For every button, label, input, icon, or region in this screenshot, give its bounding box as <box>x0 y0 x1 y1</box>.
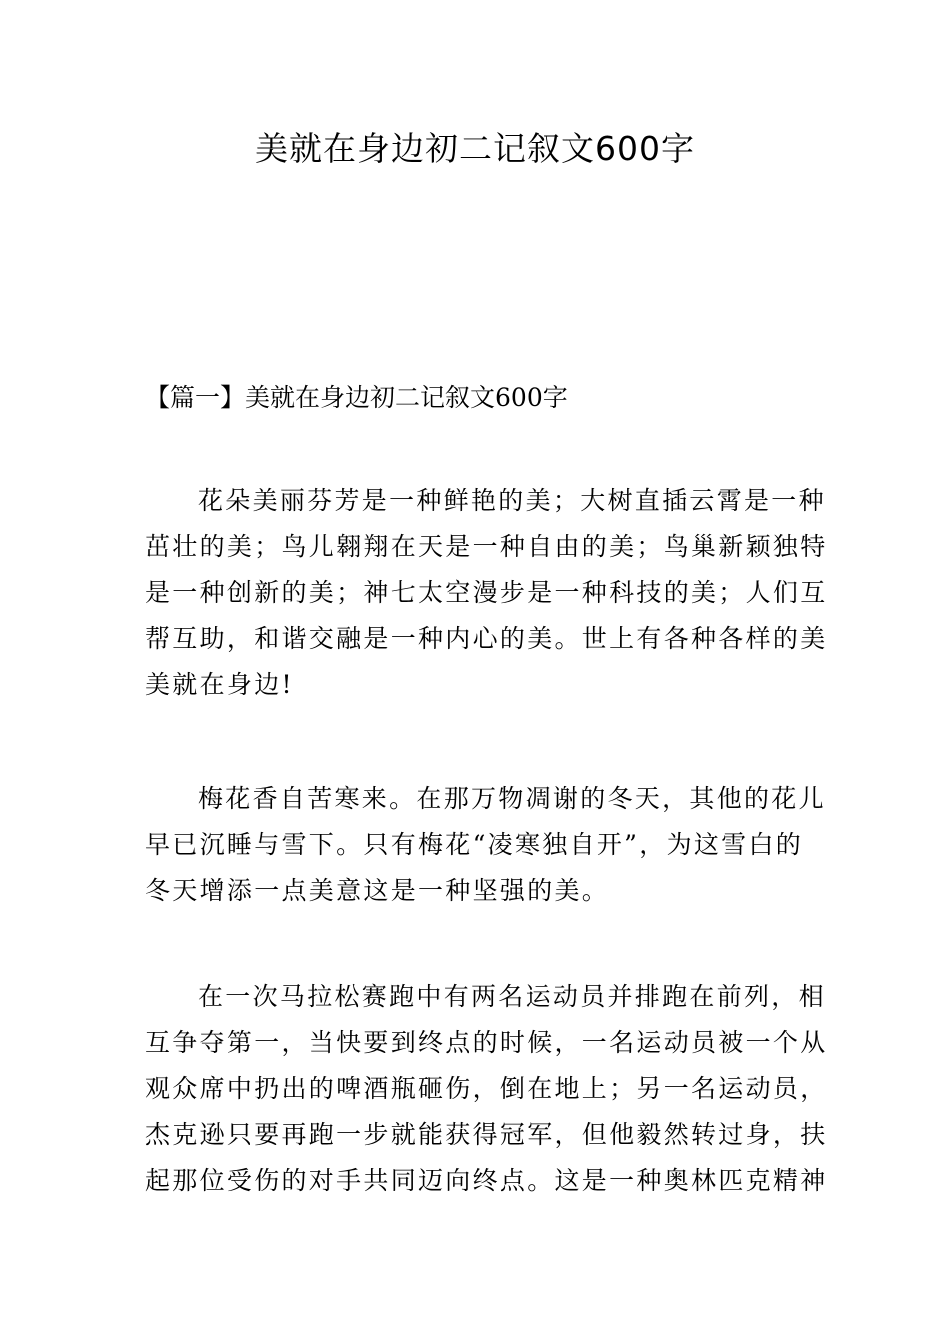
document-title: 美就在身边初二记叙文600字 <box>255 129 695 168</box>
paragraph-line: 观众席中扔出的啤酒瓶砸伤，倒在地上；另一名运动员， <box>145 1074 828 1103</box>
paragraph-line: 花朵美丽芬芳是一种鲜艳的美；大树直插云霄是一种 <box>198 486 826 515</box>
paragraph-line: 互争夺第一，当快要到终点的时候，一名运动员被一个从 <box>145 1028 828 1057</box>
paragraph-line: 早已沉睡与雪下。只有梅花“凌寒独自开”，为这雪白的 <box>145 830 804 859</box>
paragraph-line: 帮互助，和谐交融是一种内心的美。世上有各种各样的美 <box>145 624 828 653</box>
paragraph-line: 是一种创新的美；神七太空漫步是一种科技的美；人们互 <box>145 578 828 607</box>
paragraph-line: 起那位受伤的对手共同迈向终点。这是一种奥林匹克精神 <box>145 1166 828 1195</box>
paragraph-1 <box>145 478 828 708</box>
paragraph-line: 杰克逊只要再跑一步就能获得冠军，但他毅然转过身，扶 <box>145 1120 828 1149</box>
paragraph-2 <box>145 776 826 914</box>
paragraph-line: 在一次马拉松赛跑中有两名运动员并排跑在前列，相 <box>198 982 826 1011</box>
paragraph-3 <box>145 974 828 1204</box>
paragraph-line: 冬天增添一点美意这是一种坚强的美。 <box>145 876 610 905</box>
paragraph-line: 梅花香自苦寒来。在那万物凋谢的冬天，其他的花儿 <box>198 784 826 813</box>
paragraph-line: 茁壮的美；鸟儿翱翔在天是一种自由的美；鸟巢新颖独特 <box>145 532 828 561</box>
section-heading: 【篇一】美就在身边初二记叙文600字 <box>145 383 568 412</box>
paragraph-line: 美就在身边! <box>145 670 294 699</box>
